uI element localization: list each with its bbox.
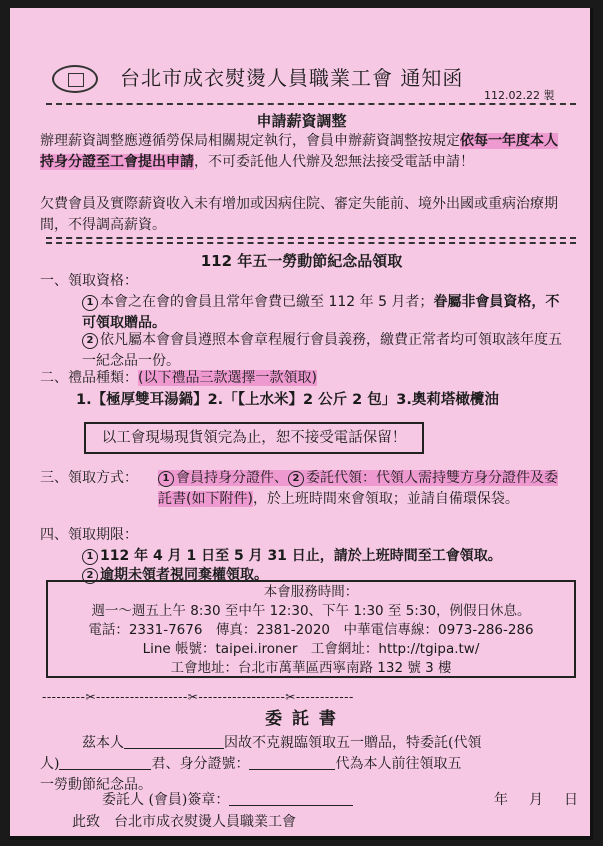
name-blank[interactable] [124, 734, 224, 749]
proxy-form-title: 委 託 書 [265, 709, 338, 729]
divider [46, 103, 576, 105]
salary-paragraph-1: 辦理薪資調整應遵循勞保局相關規定執行，會員申辦薪資調整按規定依每一年度本人持身分證至工會提出申請，不可委託他人代辦及恕無法接受電話申請！ [40, 133, 558, 170]
signature-blank[interactable] [229, 791, 353, 806]
notice-page [10, 8, 593, 840]
pickup-method: 1 會員持身分證件、 2 委託代領：代領人需持雙方身分證件及委託書(如下附件)，於上班時間來會領取；並請自備環保袋。 [158, 470, 558, 507]
union-seal-logo [52, 65, 98, 93]
addressee: 此致 台北市成衣熨燙人員職業工會 [72, 814, 296, 830]
signature-line: 委託人 (會員)簽章： [102, 789, 353, 811]
gift-heading: 112 年五一勞動節紀念品領取 [200, 252, 403, 270]
service-title: 本會服務時間： [263, 584, 359, 600]
section-2-label: 二、禮品種類：(以下禮品三款選擇一款領取) [40, 370, 317, 386]
gift-items: 1.【極厚雙耳湯鍋】2.「【上水米】2 公斤 2 包」3.奧莉塔橄欖油 [76, 392, 499, 408]
deadline-item-2: 2 逾期未領者視同棄權領取。 [82, 565, 570, 586]
proxy-line-2: 人) 君、身分證號： 代為本人前往領取五 [40, 756, 462, 772]
issue-date: 112.02.22 製 [484, 89, 555, 102]
proxy-name-blank[interactable] [59, 755, 151, 770]
date-year: 年 [494, 792, 508, 808]
service-address: 工會地址：台北市萬華區西寧南路 132 號 3 樓 [170, 660, 452, 676]
eligibility-item-2: 2 依凡屬本會會員遵照本會章程履行會員義務，繳費正常者均可領取該年度五一紀念品一份。 [82, 332, 562, 369]
section-4-label: 四、領取期限： [40, 527, 138, 543]
proxy-line-3: 一勞動節紀念品。 [40, 777, 152, 793]
id-number-blank[interactable] [249, 755, 335, 770]
divider [46, 237, 576, 239]
section-3-label: 三、領取方式： [40, 470, 138, 486]
deadline-item-1: 1 112 年 4 月 1 日至 5 月 31 日止，請於上班時間至工會領取。 [82, 546, 570, 567]
service-hours: 週一～週五上午 8:30 至中午 12:30、下午 1:30 至 5:30，例假日休息。 [91, 603, 531, 619]
eligibility-item-1: 1 本會之在會的會員且常年會費已繳至 112 年 5 月者；眷屬非會員資格，不可領取贈品。 [82, 294, 560, 331]
divider [46, 242, 576, 244]
date-month: 月 [529, 792, 543, 808]
date-day: 日 [564, 792, 578, 808]
proxy-line-1: 茲本人 因故不克親臨領取五一贈品，特委託(代領 [82, 735, 482, 751]
page-title: 台北市成衣熨燙人員職業工會 通知函 [120, 66, 464, 90]
salary-paragraph-2: 欠費會員及實際薪資收入未有增加或因病住院、審定失能前、境外出國或重病治療期間，不得調高薪資。 [40, 196, 558, 233]
service-hours-box [46, 580, 576, 678]
cut-line: ---------✂-------------------✂------------------✂------------ [42, 690, 354, 704]
salary-heading: 申請薪資調整 [256, 112, 347, 130]
section-1-label: 一、領取資格： [40, 273, 138, 289]
service-phone: 電話：2331-7676 傳真：2381-2020 中華電信專線：0973-286-286 [88, 622, 534, 638]
notice-box: 以工會現場現貨領完為止，恕不接受電話保留！ [84, 422, 424, 454]
service-line: Line 帳號：taipei.ironer 工會網址：http://tgipa.tw/ [142, 641, 480, 657]
